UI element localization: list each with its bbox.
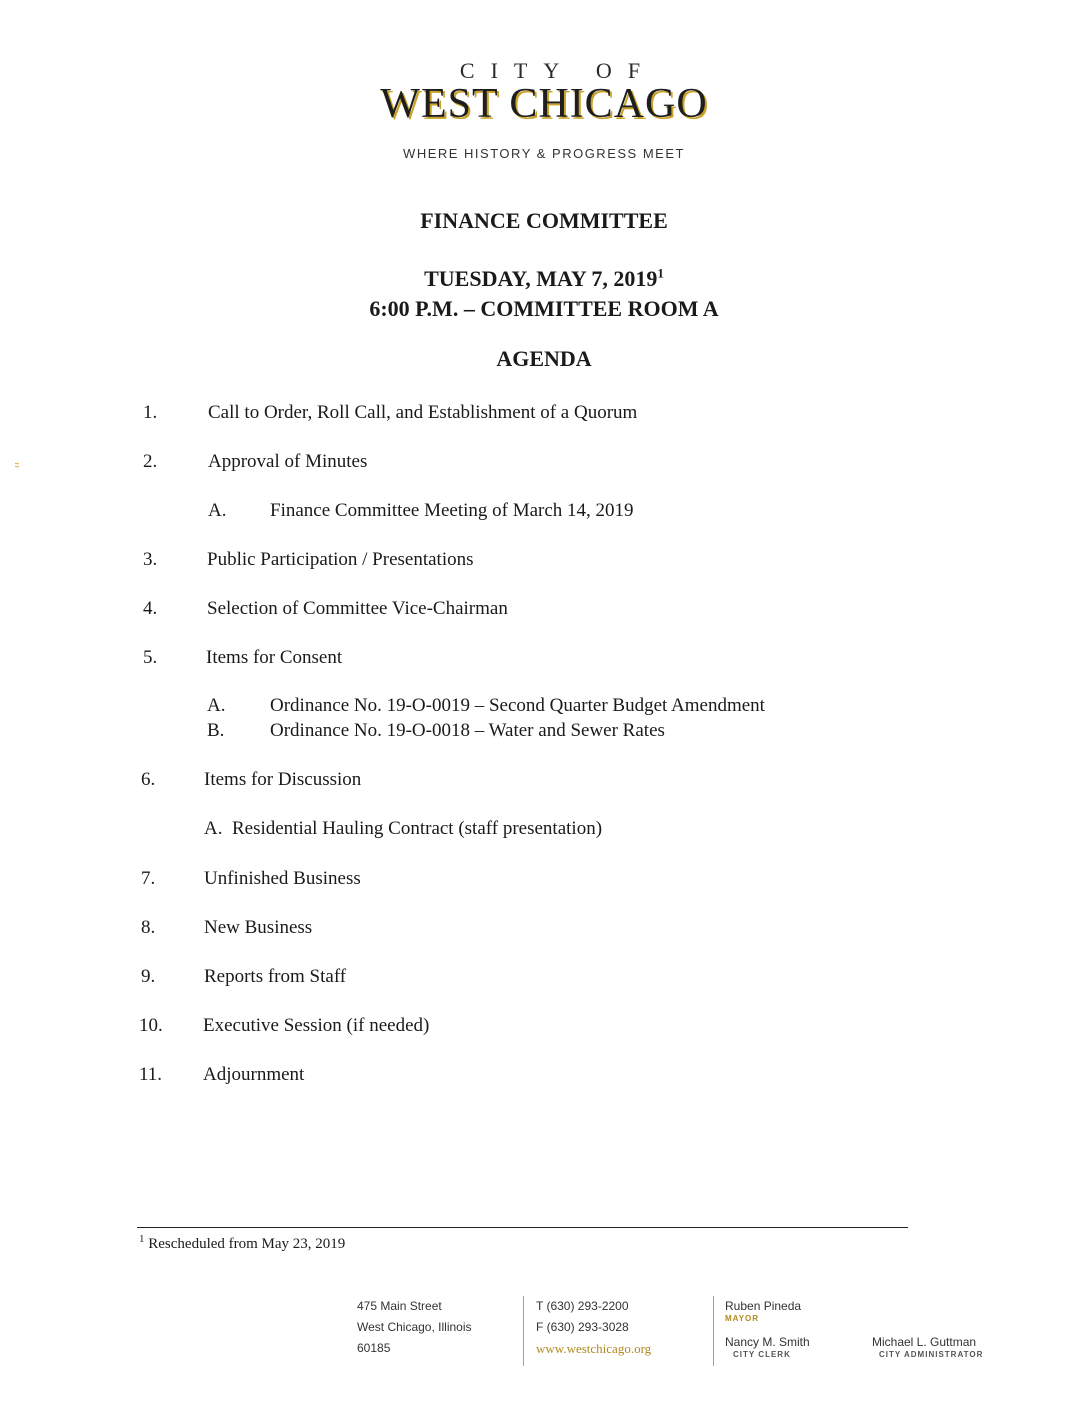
- footnote-number: 1: [139, 1233, 145, 1245]
- agenda-item-text: Approval of Minutes: [208, 451, 368, 472]
- footer-mayor: [725, 1299, 801, 1323]
- agenda-item-number: 3.: [143, 549, 158, 570]
- agenda-subitem-letter: A.: [208, 500, 227, 521]
- fax-number: F (630) 293-3028: [536, 1320, 629, 1334]
- footnote: [139, 1233, 346, 1253]
- agenda-item-text: Selection of Committee Vice-Chairman: [207, 598, 508, 619]
- logo-city-name: WEST CHICAGO: [380, 81, 708, 127]
- website-link[interactable]: www.westchicago.org: [536, 1341, 652, 1356]
- agenda-item-text: Reports from Staff: [204, 966, 347, 987]
- footnote-text: Rescheduled from May 23, 2019: [148, 1236, 346, 1252]
- agenda-item-number: 1.: [143, 402, 158, 423]
- agenda-item-text: Items for Consent: [206, 647, 343, 668]
- agenda-item-text: Executive Session (if needed): [203, 1015, 430, 1036]
- agenda-item-text: New Business: [204, 917, 313, 938]
- agenda-item-number: 6.: [141, 769, 156, 790]
- agenda-subitem-text: Finance Committee Meeting of March 14, 2019: [270, 500, 634, 521]
- agenda-item-number: 11.: [139, 1064, 163, 1085]
- agenda-item-text: Adjournment: [203, 1064, 305, 1085]
- footnote-divider: [137, 1227, 908, 1228]
- agenda-item-number: 2.: [143, 451, 158, 472]
- agenda-title: AGENDA: [496, 346, 592, 371]
- mayor-title: MAYOR: [725, 1314, 760, 1323]
- footer-divider: [713, 1296, 714, 1366]
- agenda-subitem: A. Residential Hauling Contract (staff presentation): [204, 818, 603, 839]
- footer-divider: [523, 1296, 524, 1366]
- clerk-name: Nancy M. Smith: [725, 1335, 810, 1349]
- meeting-date-text: TUESDAY, MAY 7, 2019: [424, 266, 658, 291]
- administrator-name: Michael L. Guttman: [872, 1335, 977, 1349]
- agenda-item-number: 8.: [141, 917, 156, 938]
- address-zip: 60185: [357, 1341, 391, 1355]
- agenda-item-number: 5.: [143, 647, 158, 668]
- agenda-item-number: 4.: [143, 598, 158, 619]
- administrator-title: CITY ADMINISTRATOR: [879, 1350, 984, 1359]
- agenda-subitem-text: Ordinance No. 19-O-0018 – Water and Sewer Rates: [270, 720, 665, 741]
- phone-number: T (630) 293-2200: [536, 1299, 629, 1313]
- committee-title: FINANCE COMMITTEE: [420, 208, 668, 233]
- logo-tagline: WHERE HISTORY & PROGRESS MEET: [403, 146, 685, 161]
- agenda-item-number: 7.: [141, 868, 156, 889]
- mayor-name: Ruben Pineda: [725, 1299, 802, 1313]
- agenda-subitem-letter: B.: [207, 720, 225, 741]
- footer-clerk: [725, 1335, 810, 1359]
- logo-city-of: CITY OF: [459, 58, 657, 83]
- footer-contact: [536, 1296, 651, 1359]
- clerk-title: CITY CLERK: [733, 1350, 791, 1359]
- agenda-item-number: 10.: [139, 1015, 163, 1036]
- agenda-item-text: Unfinished Business: [204, 868, 361, 889]
- address-city: West Chicago, Illinois: [357, 1320, 472, 1334]
- address-street: 475 Main Street: [357, 1299, 442, 1313]
- agenda-item-text: Items for Discussion: [204, 769, 362, 790]
- agenda-item-text: Public Participation / Presentations: [207, 549, 474, 570]
- meeting-time-room: 6:00 P.M. – COMMITTEE ROOM A: [369, 296, 719, 321]
- footer-administrator: [872, 1335, 983, 1359]
- footnote-mark: 1: [657, 265, 664, 281]
- meeting-date: [0, 266, 1088, 292]
- agenda-subitem-letter: A.: [207, 695, 226, 716]
- scan-artifact: [15, 462, 19, 468]
- agenda-subitem-text: Ordinance No. 19-O-0019 – Second Quarter Budget Amendment: [270, 695, 765, 716]
- footer-address: [357, 1296, 472, 1359]
- agenda-item-text: Call to Order, Roll Call, and Establishment of a Quorum: [208, 402, 638, 423]
- agenda-item-number: 9.: [141, 966, 156, 987]
